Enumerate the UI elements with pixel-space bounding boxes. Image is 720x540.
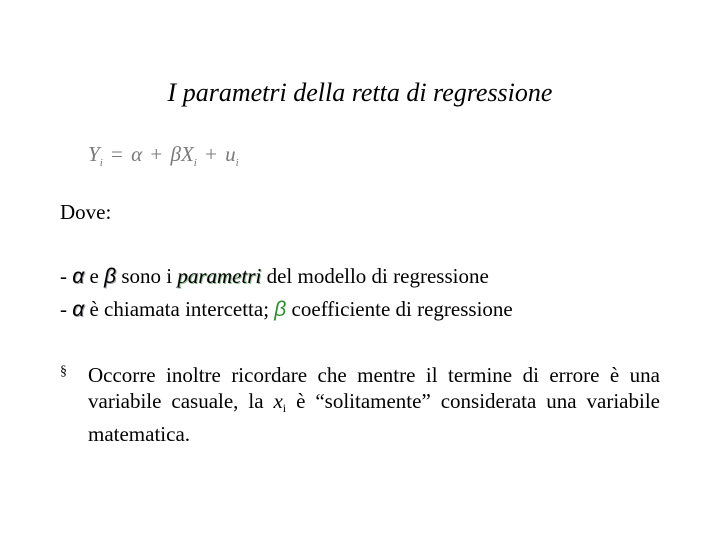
intercept-line bbox=[60, 297, 513, 322]
formula-plus-1: + bbox=[150, 142, 163, 166]
formula-alpha: α bbox=[131, 142, 143, 166]
line1-beta: β bbox=[104, 265, 117, 288]
parametri-word: parametri bbox=[177, 264, 262, 288]
line2-dash: - bbox=[60, 297, 73, 321]
formula-x-subscript: i bbox=[193, 157, 197, 169]
parameters-line bbox=[60, 264, 489, 289]
bullet-x: x bbox=[273, 389, 283, 413]
line1-alpha: α bbox=[72, 265, 85, 288]
bullet-text-1: Occorre inoltre ricordare che mentre il termine di errore è una variabile casuale, la bbox=[88, 363, 660, 413]
formula-beta: β bbox=[170, 142, 181, 166]
line2-text1: è chiamata intercetta; bbox=[84, 297, 275, 321]
slide-title: I parametri della retta di regressione bbox=[167, 78, 553, 107]
formula-plus-2: + bbox=[205, 142, 217, 166]
bullet-item bbox=[60, 362, 660, 447]
bullet-x-subscript: i bbox=[282, 401, 287, 415]
line1-e: e bbox=[84, 264, 105, 288]
line1-text1: sono i bbox=[116, 264, 178, 288]
dove-label: Dove: bbox=[60, 200, 112, 224]
line2-text2: coefficiente di regressione bbox=[286, 297, 513, 321]
line1-text2: del modello di regressione bbox=[261, 264, 489, 288]
formula-x: X bbox=[180, 142, 194, 166]
formula-u: u bbox=[225, 142, 236, 166]
bullet-marker-icon: § bbox=[60, 364, 67, 379]
line1-dash: - bbox=[60, 264, 73, 288]
bullet-text bbox=[88, 362, 660, 447]
formula-y: Y bbox=[88, 142, 100, 166]
bullet-text-2: è “solitamente” considerata una variabile matematica. bbox=[88, 389, 660, 446]
formula-u-subscript: i bbox=[235, 157, 239, 169]
line2-alpha: α bbox=[72, 298, 85, 321]
regression-formula bbox=[88, 142, 239, 169]
line2-beta: β bbox=[274, 298, 287, 321]
formula-y-subscript: i bbox=[99, 157, 103, 169]
formula-equals: = bbox=[111, 142, 123, 166]
